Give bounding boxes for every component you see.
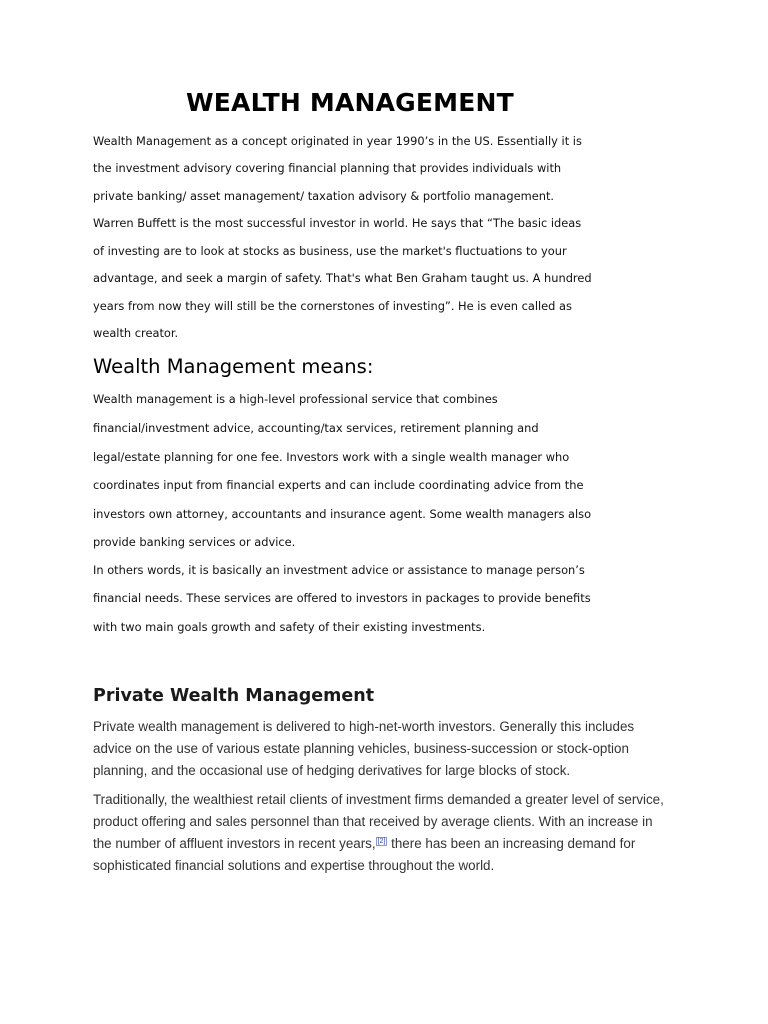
reference-link[interactable]: [2] — [377, 837, 386, 845]
intro-line: years from now they will still be the cornerstones of investing”. He is even called as — [93, 299, 572, 313]
means-line: legal/estate planning for one fee. Investors work with a single wealth manager who — [93, 450, 570, 464]
means-line: provide banking services or advice. — [93, 535, 296, 549]
private-p1-line: advice on the use of various estate planning vehicles, business-succession or stock-option — [93, 741, 629, 756]
intro-line: advantage, and seek a margin of safety. That's what Ben Graham taught us. A hundred — [93, 271, 592, 285]
means-line: coordinates input from financial experts and can include coordinating advice from the — [93, 478, 584, 492]
intro-line: Wealth Management as a concept originated in year 1990’s in the US. Essentially it is — [93, 134, 582, 148]
means-line: financial/investment advice, accounting/tax services, retirement planning and — [93, 421, 539, 435]
means-line: investors own attorney, accountants and insurance agent. Some wealth managers also — [93, 507, 592, 521]
private-p2-line: product offering and sales personnel than that received by average clients. With an increase in — [93, 814, 653, 829]
private-p1-line: Private wealth management is delivered to high-net-worth investors. Generally this includes — [93, 719, 635, 734]
section-heading-private: Private Wealth Management — [93, 686, 375, 706]
private-p2-line: Traditionally, the wealthiest retail clients of investment firms demanded a greater level of service, — [93, 792, 664, 807]
means-line: with two main goals growth and safety of their existing investments. — [93, 620, 486, 634]
private-p2-text: there has been an increasing demand for — [387, 836, 636, 851]
page-title: WEALTH MANAGEMENT — [186, 88, 514, 117]
intro-line: wealth creator. — [93, 326, 179, 340]
private-p2-line — [93, 836, 635, 851]
intro-line: the investment advisory covering financial planning that provides individuals with — [93, 161, 562, 175]
private-p2-line: sophisticated financial solutions and expertise throughout the world. — [93, 858, 495, 873]
means-line: Wealth management is a high-level professional service that combines — [93, 392, 498, 406]
section-heading-means: Wealth Management means: — [93, 355, 374, 378]
intro-line: private banking/ asset management/ taxation advisory & portfolio management. — [93, 189, 555, 203]
means-line: In others words, it is basically an investment advice or assistance to manage person’s — [93, 563, 585, 577]
private-p1-line: planning, and the occasional use of hedging derivatives for large blocks of stock. — [93, 763, 571, 778]
means-line: financial needs. These services are offered to investors in packages to provide benefits — [93, 591, 591, 605]
intro-line: of investing are to look at stocks as business, use the market's fluctuations to your — [93, 244, 567, 258]
intro-line: Warren Buffett is the most successful investor in world. He says that “The basic ideas — [93, 216, 582, 230]
private-p2-text: the number of affluent investors in recent years, — [93, 836, 376, 851]
